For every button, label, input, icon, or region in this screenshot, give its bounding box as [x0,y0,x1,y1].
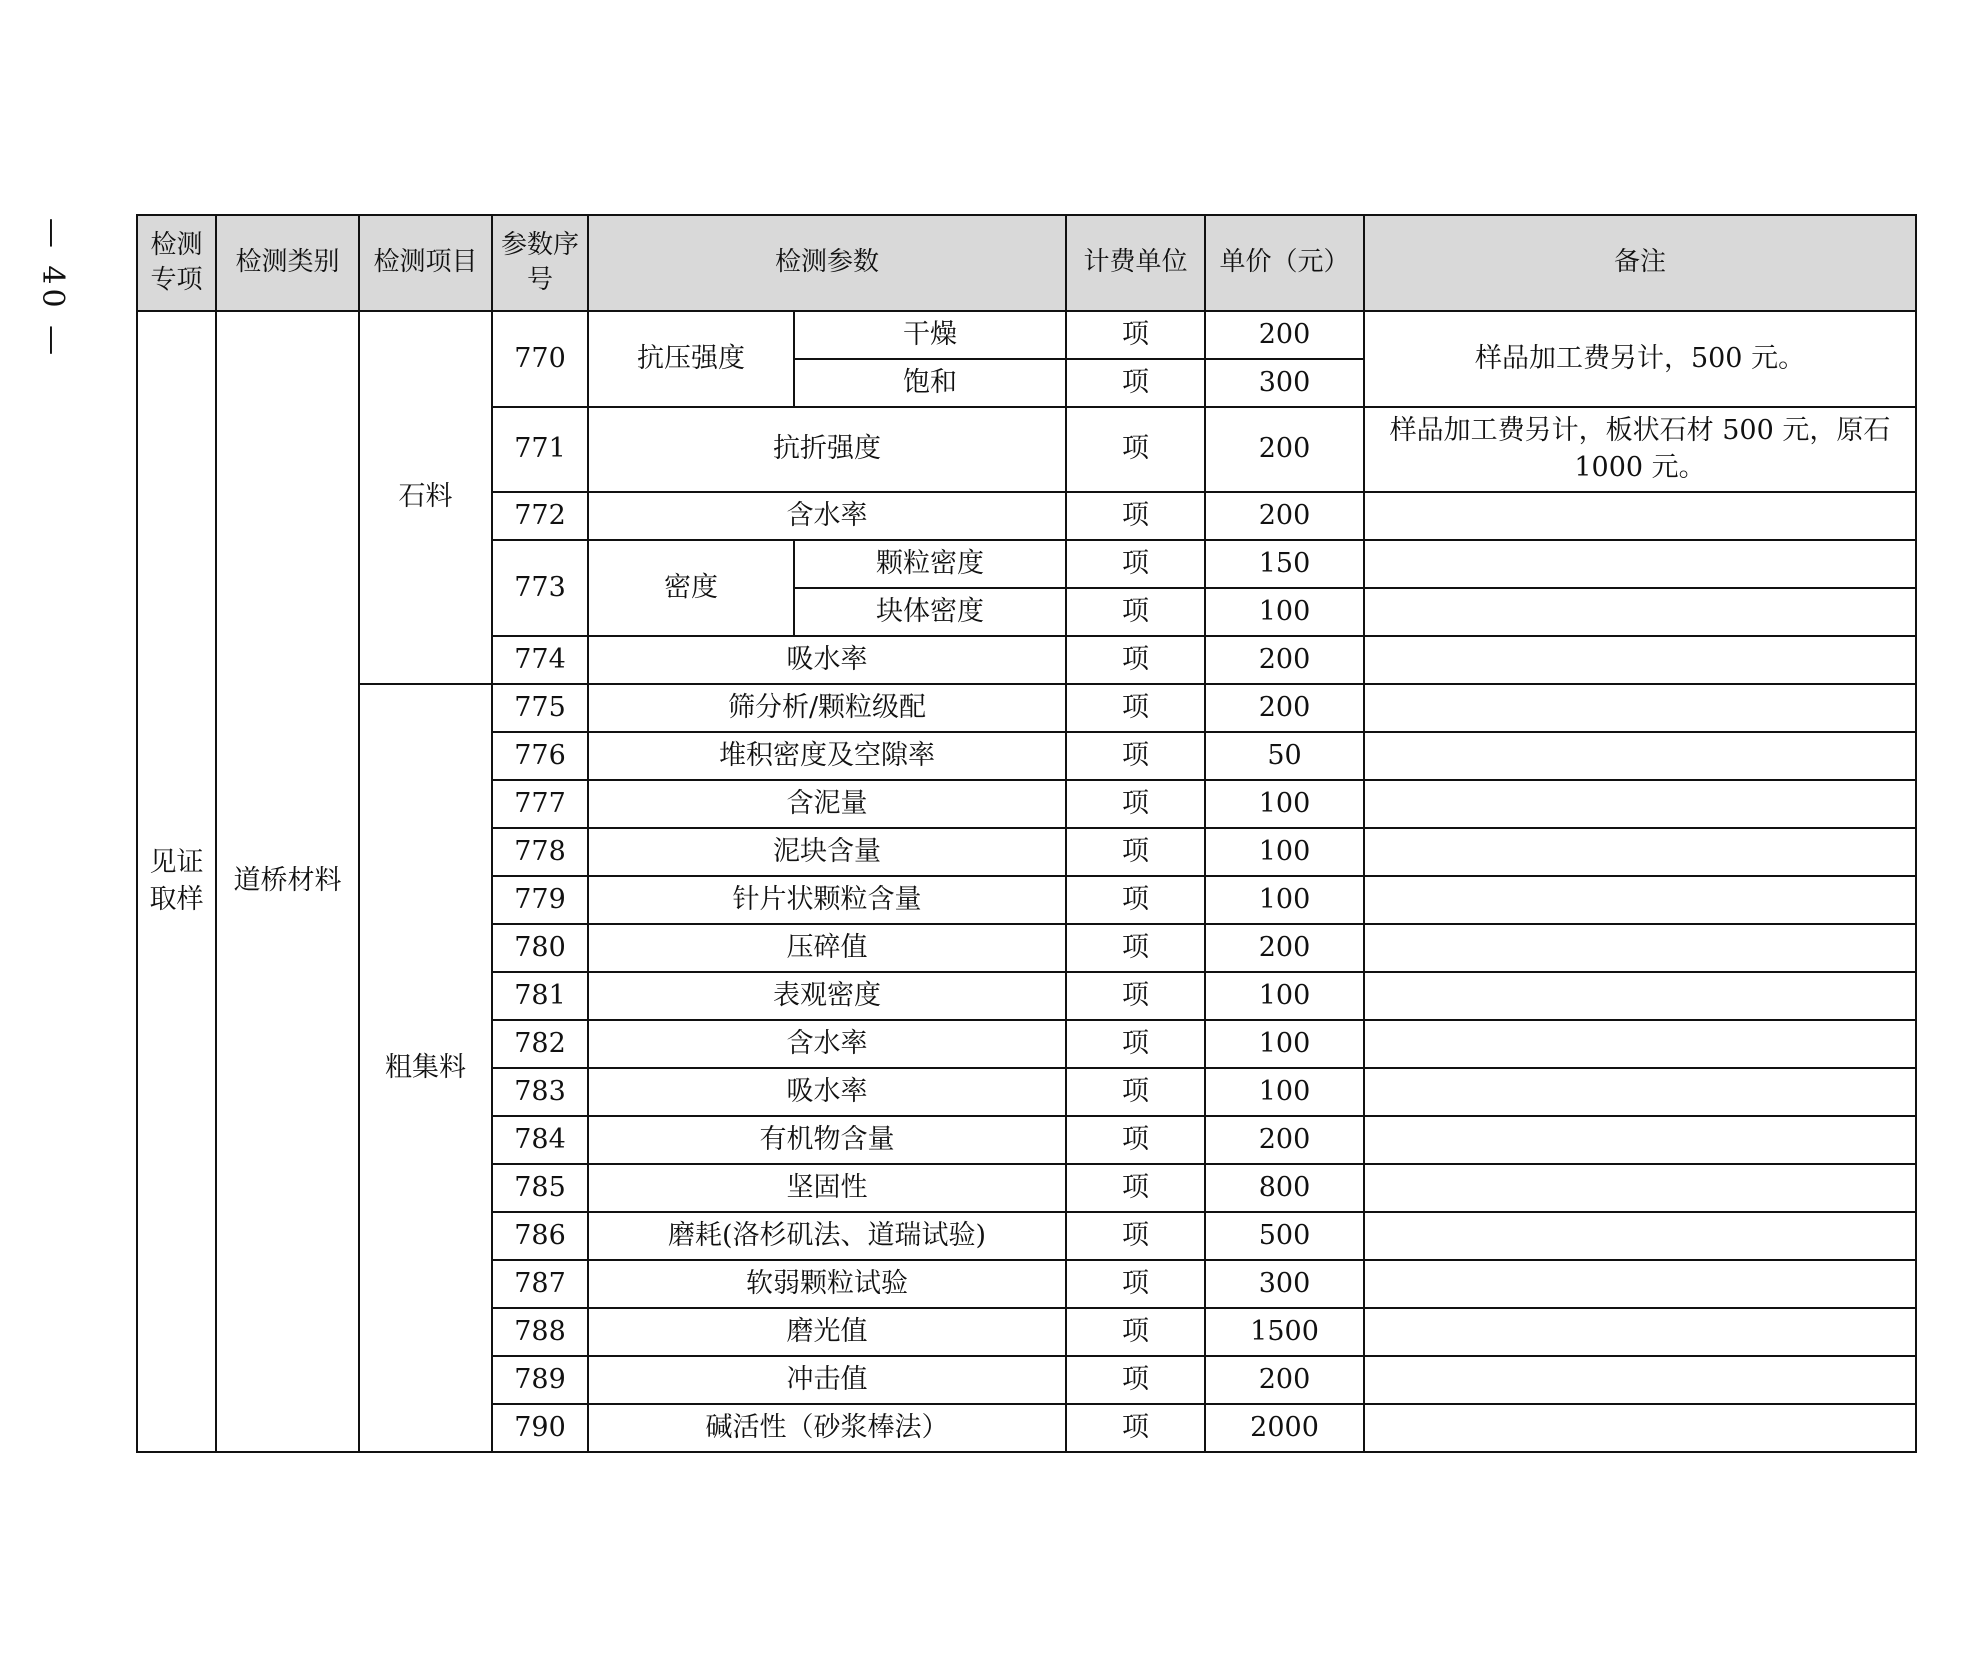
unit-cell: 项 [1066,1068,1205,1116]
seq-cell: 776 [492,732,588,780]
unit-cell: 项 [1066,732,1205,780]
header-unit: 计费单位 [1066,215,1205,311]
price-cell: 100 [1205,1068,1364,1116]
sub-param-cell: 块体密度 [794,588,1066,636]
header-row [137,215,1916,311]
remark-cell [1364,780,1916,828]
seq-cell: 779 [492,876,588,924]
unit-cell: 项 [1066,1356,1205,1404]
seq-cell: 780 [492,924,588,972]
unit-cell: 项 [1066,972,1205,1020]
seq-cell: 771 [492,407,588,492]
price-cell: 100 [1205,828,1364,876]
price-cell: 200 [1205,407,1364,492]
unit-cell: 项 [1066,540,1205,588]
header-remark: 备注 [1364,215,1916,311]
table-row [137,311,1916,359]
unit-cell: 项 [1066,1212,1205,1260]
unit-cell: 项 [1066,636,1205,684]
price-cell: 300 [1205,1260,1364,1308]
unit-cell: 项 [1066,588,1205,636]
price-cell: 200 [1205,1356,1364,1404]
unit-cell: 项 [1066,1308,1205,1356]
param-cell: 含水率 [588,1020,1066,1068]
seq-cell: 786 [492,1212,588,1260]
price-cell: 200 [1205,311,1364,359]
seq-cell: 770 [492,311,588,407]
param-cell: 含水率 [588,492,1066,540]
header-category: 检测类别 [216,215,359,311]
page-number-text: — 40 — [35,217,71,359]
price-cell: 2000 [1205,1404,1364,1452]
sub-param-cell: 饱和 [794,359,1066,407]
remark-cell [1364,1356,1916,1404]
seq-cell: 777 [492,780,588,828]
remark-cell: 样品加工费另计，500 元。 [1364,311,1916,407]
param-cell: 压碎值 [588,924,1066,972]
unit-cell: 项 [1066,1404,1205,1452]
page-number [28,218,78,358]
remark-cell [1364,1020,1916,1068]
price-cell: 200 [1205,636,1364,684]
table-row [137,684,1916,732]
price-cell: 200 [1205,1116,1364,1164]
unit-cell: 项 [1066,1020,1205,1068]
remark-cell [1364,684,1916,732]
param-cell: 软弱颗粒试验 [588,1260,1066,1308]
header-special: 检测专项 [137,215,216,311]
seq-cell: 783 [492,1068,588,1116]
fee-table [136,214,1917,1453]
unit-cell: 项 [1066,780,1205,828]
remark-cell [1364,540,1916,588]
unit-cell: 项 [1066,684,1205,732]
unit-cell: 项 [1066,1260,1205,1308]
price-cell: 200 [1205,492,1364,540]
remark-cell: 样品加工费另计，板状石材 500 元，原石 1000 元。 [1364,407,1916,492]
param-cell: 冲击值 [588,1356,1066,1404]
seq-cell: 781 [492,972,588,1020]
price-cell: 1500 [1205,1308,1364,1356]
unit-cell: 项 [1066,311,1205,359]
price-cell: 300 [1205,359,1364,407]
remark-cell [1364,828,1916,876]
remark-cell [1364,924,1916,972]
price-cell: 100 [1205,588,1364,636]
unit-cell: 项 [1066,492,1205,540]
seq-cell: 774 [492,636,588,684]
param-cell: 泥块含量 [588,828,1066,876]
price-cell: 200 [1205,924,1364,972]
unit-cell: 项 [1066,1164,1205,1212]
header-param: 检测参数 [588,215,1066,311]
sub-param-cell: 干燥 [794,311,1066,359]
unit-cell: 项 [1066,359,1205,407]
price-cell: 50 [1205,732,1364,780]
unit-cell: 项 [1066,407,1205,492]
special-cell: 见证取样 [137,311,216,1452]
header-item: 检测项目 [359,215,492,311]
param-cell: 有机物含量 [588,1116,1066,1164]
seq-cell: 782 [492,1020,588,1068]
unit-cell: 项 [1066,876,1205,924]
remark-cell [1364,732,1916,780]
seq-cell: 778 [492,828,588,876]
price-cell: 150 [1205,540,1364,588]
header-price: 单价（元） [1205,215,1364,311]
header-seq: 参数序号 [492,215,588,311]
param-cell: 含泥量 [588,780,1066,828]
unit-cell: 项 [1066,828,1205,876]
remark-cell [1364,1116,1916,1164]
price-cell: 100 [1205,1020,1364,1068]
price-cell: 800 [1205,1164,1364,1212]
category-cell: 道桥材料 [216,311,359,1452]
param-cell: 坚固性 [588,1164,1066,1212]
seq-cell: 772 [492,492,588,540]
param-cell: 表观密度 [588,972,1066,1020]
remark-cell [1364,972,1916,1020]
remark-cell [1364,1260,1916,1308]
seq-cell: 790 [492,1404,588,1452]
remark-cell [1364,636,1916,684]
price-cell: 500 [1205,1212,1364,1260]
param-cell: 磨耗(洛杉矶法、道瑞试验) [588,1212,1066,1260]
remark-cell [1364,492,1916,540]
remark-cell [1364,1212,1916,1260]
param-cell: 磨光值 [588,1308,1066,1356]
item-coarse-cell: 粗集料 [359,684,492,1452]
seq-cell: 784 [492,1116,588,1164]
param-cell: 堆积密度及空隙率 [588,732,1066,780]
price-cell: 100 [1205,876,1364,924]
param-cell: 密度 [588,540,794,636]
remark-cell [1364,1164,1916,1212]
seq-cell: 785 [492,1164,588,1212]
item-stone-cell: 石料 [359,311,492,684]
price-cell: 100 [1205,972,1364,1020]
price-cell: 200 [1205,684,1364,732]
param-cell: 碱活性（砂浆棒法） [588,1404,1066,1452]
seq-cell: 787 [492,1260,588,1308]
seq-cell: 773 [492,540,588,636]
param-cell: 抗折强度 [588,407,1066,492]
seq-cell: 789 [492,1356,588,1404]
seq-cell: 788 [492,1308,588,1356]
sub-param-cell: 颗粒密度 [794,540,1066,588]
remark-cell [1364,1404,1916,1452]
remark-cell [1364,1308,1916,1356]
param-cell: 吸水率 [588,1068,1066,1116]
price-cell: 100 [1205,780,1364,828]
unit-cell: 项 [1066,1116,1205,1164]
unit-cell: 项 [1066,924,1205,972]
param-cell: 筛分析/颗粒级配 [588,684,1066,732]
param-cell: 吸水率 [588,636,1066,684]
param-cell: 抗压强度 [588,311,794,407]
seq-cell: 775 [492,684,588,732]
remark-cell [1364,1068,1916,1116]
param-cell: 针片状颗粒含量 [588,876,1066,924]
remark-cell [1364,876,1916,924]
remark-cell [1364,588,1916,636]
